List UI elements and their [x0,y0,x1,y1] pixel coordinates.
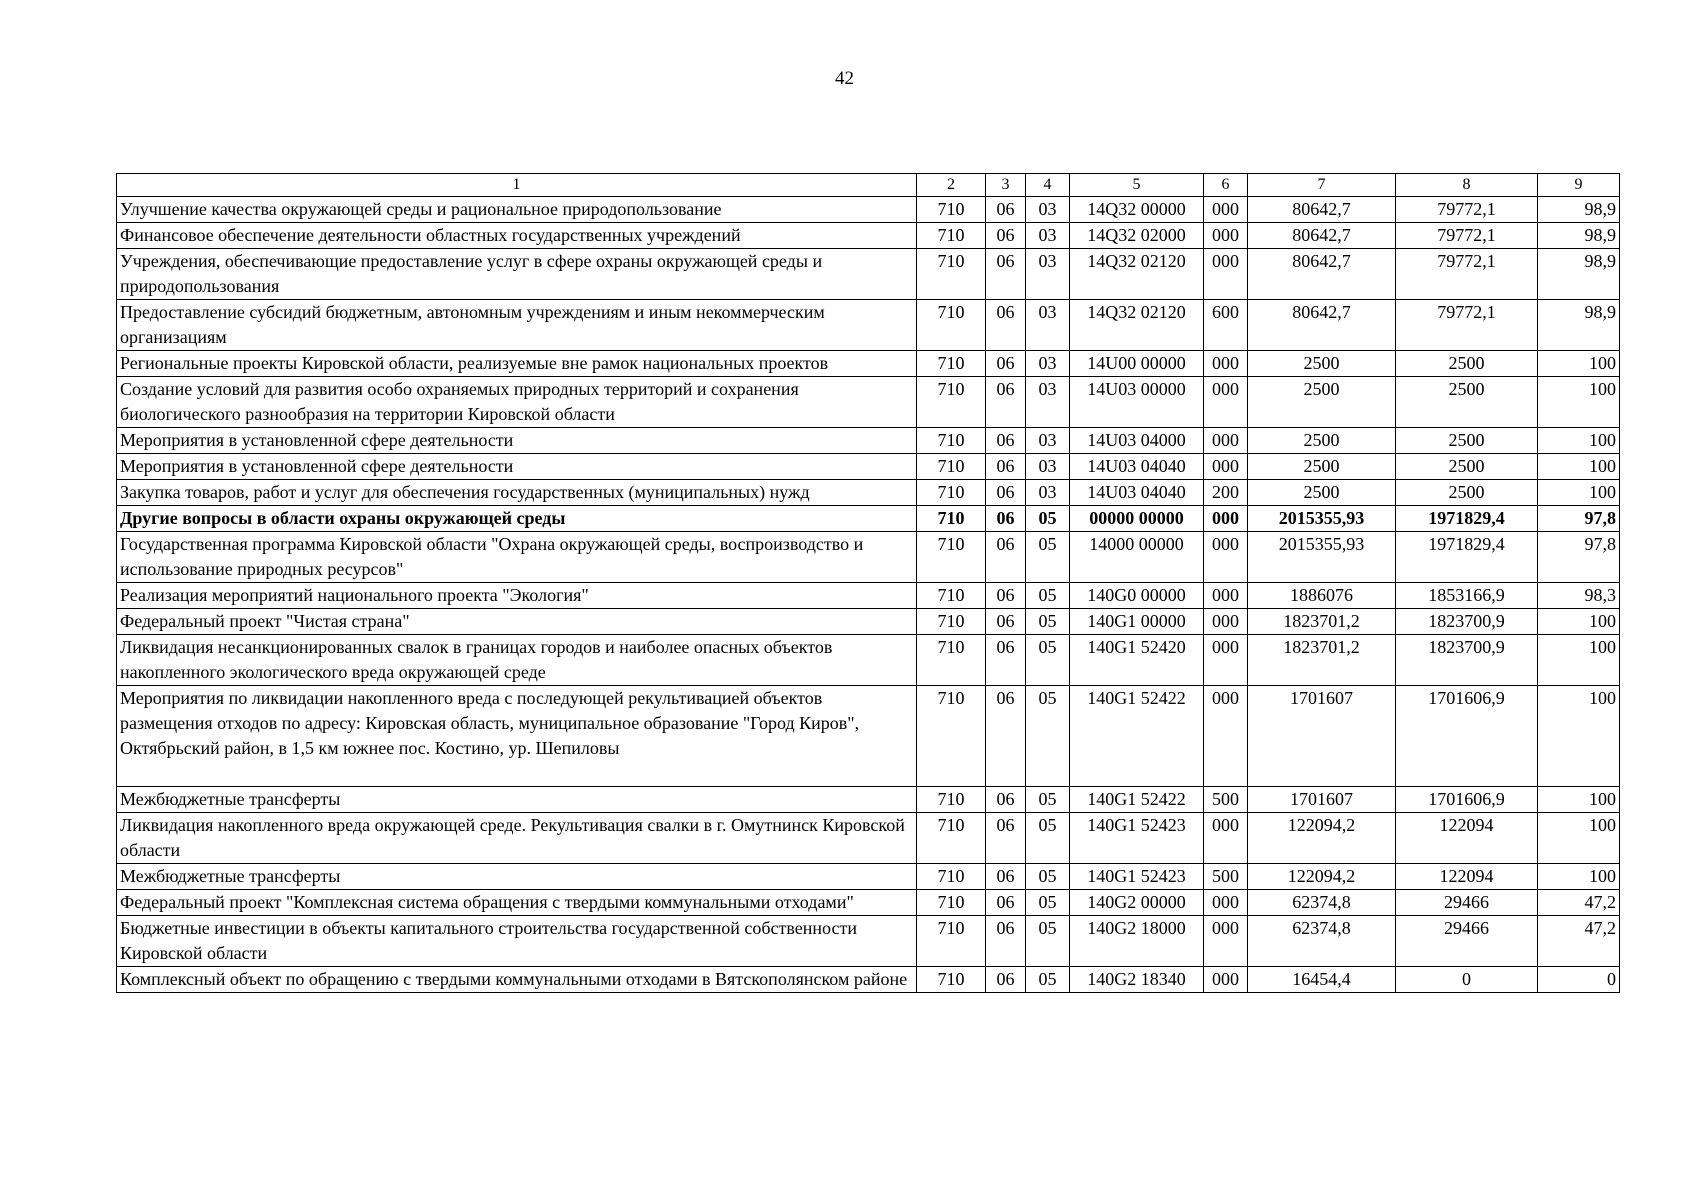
row-percent-cell: 98,3 [1538,583,1620,609]
row-planned-cell: 2500 [1248,480,1396,506]
row-percent-cell: 0 [1538,967,1620,993]
table-row [117,890,1620,916]
row-target-article-cell: 14000 00000 [1070,532,1204,583]
row-name-cell: Учреждения, обеспечивающие предоставление услуг в сфере охраны окружающей среды и природопользования [117,249,917,300]
row-target-article-cell: 140G1 52422 [1070,787,1204,813]
row-expense-type-cell: 600 [1204,300,1248,351]
row-subsection-cell: 05 [1026,813,1070,864]
row-percent-cell: 100 [1538,635,1620,686]
row-percent-cell: 100 [1538,428,1620,454]
row-percent-cell: 98,9 [1538,223,1620,249]
row-admin-code-cell: 710 [917,864,986,890]
header-col-3: 3 [986,174,1026,197]
row-target-article-cell: 140G0 00000 [1070,583,1204,609]
row-executed-cell: 122094 [1396,813,1538,864]
row-name-cell: Федеральный проект "Чистая страна" [117,609,917,635]
row-target-article-cell: 14U03 00000 [1070,377,1204,428]
row-target-article-cell: 140G2 18340 [1070,967,1204,993]
row-name-cell: Предоставление субсидий бюджетным, автономным учреждениям и иным некоммерческим организациям [117,300,917,351]
row-admin-code-cell: 710 [917,197,986,223]
row-subsection-cell: 05 [1026,916,1070,967]
table-row [117,377,1620,428]
table-row [117,351,1620,377]
row-name-cell: Региональные проекты Кировской области, реализуемые вне рамок национальных проектов [117,351,917,377]
row-section-cell: 06 [986,506,1026,532]
row-subsection-cell: 05 [1026,864,1070,890]
table-row [117,583,1620,609]
row-section-cell: 06 [986,197,1026,223]
row-name-cell: Государственная программа Кировской области "Охрана окружающей среды, воспроизводство и использование природных ресурсов" [117,532,917,583]
table-row [117,686,1620,787]
row-admin-code-cell: 710 [917,583,986,609]
row-executed-cell: 2500 [1396,480,1538,506]
row-subsection-cell: 05 [1026,583,1070,609]
row-admin-code-cell: 710 [917,377,986,428]
row-target-article-cell: 14U03 04040 [1070,480,1204,506]
row-name-cell: Мероприятия в установленной сфере деятельности [117,454,917,480]
table-row [117,428,1620,454]
header-col-8: 8 [1396,174,1538,197]
row-percent-cell: 47,2 [1538,916,1620,967]
row-executed-cell: 2500 [1396,351,1538,377]
row-expense-type-cell: 000 [1204,351,1248,377]
row-percent-cell: 100 [1538,480,1620,506]
row-subsection-cell: 05 [1026,506,1070,532]
row-planned-cell: 2500 [1248,454,1396,480]
row-percent-cell: 100 [1538,351,1620,377]
row-executed-cell: 1823700,9 [1396,609,1538,635]
row-section-cell: 06 [986,532,1026,583]
table-row [117,480,1620,506]
row-name-cell: Другие вопросы в области охраны окружающей среды [117,506,917,532]
row-name-cell: Межбюджетные трансферты [117,864,917,890]
row-subsection-cell: 03 [1026,223,1070,249]
row-admin-code-cell: 710 [917,635,986,686]
row-planned-cell: 2015355,93 [1248,532,1396,583]
row-planned-cell: 122094,2 [1248,864,1396,890]
row-executed-cell: 29466 [1396,916,1538,967]
row-executed-cell: 2500 [1396,377,1538,428]
row-planned-cell: 80642,7 [1248,249,1396,300]
table-row [117,864,1620,890]
row-expense-type-cell: 000 [1204,428,1248,454]
row-planned-cell: 2500 [1248,428,1396,454]
row-target-article-cell: 140G1 52423 [1070,813,1204,864]
row-expense-type-cell: 000 [1204,454,1248,480]
row-executed-cell: 29466 [1396,890,1538,916]
row-section-cell: 06 [986,583,1026,609]
row-expense-type-cell: 000 [1204,377,1248,428]
row-expense-type-cell: 000 [1204,890,1248,916]
row-subsection-cell: 05 [1026,635,1070,686]
row-expense-type-cell: 000 [1204,813,1248,864]
table-row [117,635,1620,686]
row-name-cell: Мероприятия в установленной сфере деятельности [117,428,917,454]
row-target-article-cell: 140G2 00000 [1070,890,1204,916]
row-percent-cell: 100 [1538,454,1620,480]
row-admin-code-cell: 710 [917,686,986,787]
row-expense-type-cell: 000 [1204,967,1248,993]
row-executed-cell: 79772,1 [1396,223,1538,249]
table-row [117,506,1620,532]
row-target-article-cell: 14U00 00000 [1070,351,1204,377]
header-col-7: 7 [1248,174,1396,197]
table-row [117,249,1620,300]
row-percent-cell: 98,9 [1538,300,1620,351]
row-percent-cell: 100 [1538,864,1620,890]
row-target-article-cell: 00000 00000 [1070,506,1204,532]
row-name-cell: Федеральный проект "Комплексная система обращения с твердыми коммунальными отходами" [117,890,917,916]
row-section-cell: 06 [986,609,1026,635]
row-expense-type-cell: 000 [1204,532,1248,583]
row-subsection-cell: 05 [1026,890,1070,916]
table-row [117,787,1620,813]
header-col-2: 2 [917,174,986,197]
row-name-cell: Межбюджетные трансферты [117,787,917,813]
row-admin-code-cell: 710 [917,813,986,864]
row-section-cell: 06 [986,351,1026,377]
row-section-cell: 06 [986,864,1026,890]
row-planned-cell: 80642,7 [1248,300,1396,351]
row-subsection-cell: 03 [1026,454,1070,480]
row-name-cell: Ликвидация несанкционированных свалок в границах городов и наиболее опасных объектов накопленного экологического вреда окружающей среде [117,635,917,686]
row-name-cell: Ликвидация накопленного вреда окружающей среде. Рекультивация свалки в г. Омутнинск Кировской области [117,813,917,864]
row-executed-cell: 1853166,9 [1396,583,1538,609]
row-name-cell: Создание условий для развития особо охраняемых природных территорий и сохранения биологического разнообразия на территории Кировской области [117,377,917,428]
row-admin-code-cell: 710 [917,249,986,300]
table-row [117,300,1620,351]
row-expense-type-cell: 200 [1204,480,1248,506]
row-expense-type-cell: 500 [1204,787,1248,813]
row-planned-cell: 1701607 [1248,686,1396,787]
row-expense-type-cell: 000 [1204,249,1248,300]
row-admin-code-cell: 710 [917,916,986,967]
row-name-cell: Мероприятия по ликвидации накопленного вреда с последующей рекультивацией объектов размещения отходов по адресу: Кировская область, муниципальное образование "Город Киров", Октябрьский район, в 1,5 км южнее пос. Костино, ур. Шепиловы [117,686,917,787]
row-expense-type-cell: 000 [1204,916,1248,967]
row-executed-cell: 79772,1 [1396,197,1538,223]
row-section-cell: 06 [986,967,1026,993]
row-name-cell: Улучшение качества окружающей среды и рациональное природопользование [117,197,917,223]
row-executed-cell: 1823700,9 [1396,635,1538,686]
table-row [117,813,1620,864]
row-target-article-cell: 14U03 04040 [1070,454,1204,480]
row-percent-cell: 47,2 [1538,890,1620,916]
row-subsection-cell: 03 [1026,480,1070,506]
row-expense-type-cell: 500 [1204,864,1248,890]
row-planned-cell: 2500 [1248,377,1396,428]
row-admin-code-cell: 710 [917,967,986,993]
row-planned-cell: 16454,4 [1248,967,1396,993]
row-section-cell: 06 [986,635,1026,686]
row-executed-cell: 79772,1 [1396,300,1538,351]
row-expense-type-cell: 000 [1204,609,1248,635]
row-percent-cell: 98,9 [1538,197,1620,223]
row-executed-cell: 0 [1396,967,1538,993]
row-section-cell: 06 [986,428,1026,454]
row-expense-type-cell: 000 [1204,197,1248,223]
row-percent-cell: 100 [1538,377,1620,428]
row-admin-code-cell: 710 [917,890,986,916]
row-subsection-cell: 05 [1026,609,1070,635]
row-executed-cell: 2500 [1396,454,1538,480]
row-subsection-cell: 05 [1026,532,1070,583]
row-executed-cell: 1701606,9 [1396,686,1538,787]
row-name-cell: Закупка товаров, работ и услуг для обеспечения государственных (муниципальных) нужд [117,480,917,506]
budget-table [116,173,1620,993]
row-subsection-cell: 03 [1026,197,1070,223]
table-row [117,916,1620,967]
table-row [117,967,1620,993]
row-planned-cell: 1823701,2 [1248,635,1396,686]
row-subsection-cell: 05 [1026,686,1070,787]
header-col-5: 5 [1070,174,1204,197]
header-col-9: 9 [1538,174,1620,197]
row-section-cell: 06 [986,916,1026,967]
row-name-cell: Комплексный объект по обращению с твердыми коммунальными отходами в Вятскополянском районе [117,967,917,993]
row-planned-cell: 1823701,2 [1248,609,1396,635]
row-planned-cell: 122094,2 [1248,813,1396,864]
row-executed-cell: 122094 [1396,864,1538,890]
row-subsection-cell: 03 [1026,377,1070,428]
row-admin-code-cell: 710 [917,454,986,480]
row-name-cell: Финансовое обеспечение деятельности областных государственных учреждений [117,223,917,249]
row-target-article-cell: 14Q32 02120 [1070,300,1204,351]
table-row [117,532,1620,583]
row-admin-code-cell: 710 [917,609,986,635]
row-target-article-cell: 140G1 52420 [1070,635,1204,686]
row-target-article-cell: 140G1 52422 [1070,686,1204,787]
row-target-article-cell: 14Q32 00000 [1070,197,1204,223]
row-subsection-cell: 05 [1026,967,1070,993]
row-expense-type-cell: 000 [1204,506,1248,532]
row-percent-cell: 100 [1538,609,1620,635]
row-section-cell: 06 [986,686,1026,787]
row-section-cell: 06 [986,300,1026,351]
row-planned-cell: 1701607 [1248,787,1396,813]
row-name-cell: Реализация мероприятий национального проекта "Экология" [117,583,917,609]
row-executed-cell: 1971829,4 [1396,506,1538,532]
row-planned-cell: 1886076 [1248,583,1396,609]
row-section-cell: 06 [986,480,1026,506]
row-target-article-cell: 14Q32 02000 [1070,223,1204,249]
row-subsection-cell: 03 [1026,351,1070,377]
row-planned-cell: 2500 [1248,351,1396,377]
row-percent-cell: 100 [1538,686,1620,787]
row-section-cell: 06 [986,787,1026,813]
page-number: 42 [835,68,854,89]
header-col-1: 1 [117,174,917,197]
row-percent-cell: 97,8 [1538,532,1620,583]
row-name-cell: Бюджетные инвестиции в объекты капитального строительства государственной собственности Кировской области [117,916,917,967]
row-executed-cell: 2500 [1396,428,1538,454]
table-row [117,197,1620,223]
row-target-article-cell: 140G1 00000 [1070,609,1204,635]
row-planned-cell: 62374,8 [1248,916,1396,967]
row-executed-cell: 79772,1 [1396,249,1538,300]
table-header-row [117,174,1620,197]
row-percent-cell: 100 [1538,813,1620,864]
table-row [117,454,1620,480]
table-body [117,197,1620,993]
row-expense-type-cell: 000 [1204,686,1248,787]
row-section-cell: 06 [986,813,1026,864]
row-target-article-cell: 140G1 52423 [1070,864,1204,890]
row-admin-code-cell: 710 [917,223,986,249]
row-admin-code-cell: 710 [917,506,986,532]
row-admin-code-cell: 710 [917,480,986,506]
row-subsection-cell: 05 [1026,787,1070,813]
row-percent-cell: 100 [1538,787,1620,813]
row-planned-cell: 2015355,93 [1248,506,1396,532]
row-admin-code-cell: 710 [917,787,986,813]
row-subsection-cell: 03 [1026,428,1070,454]
row-target-article-cell: 14U03 04000 [1070,428,1204,454]
row-admin-code-cell: 710 [917,428,986,454]
table-row [117,609,1620,635]
row-expense-type-cell: 000 [1204,583,1248,609]
row-planned-cell: 62374,8 [1248,890,1396,916]
row-admin-code-cell: 710 [917,300,986,351]
row-section-cell: 06 [986,890,1026,916]
row-executed-cell: 1971829,4 [1396,532,1538,583]
row-target-article-cell: 140G2 18000 [1070,916,1204,967]
row-planned-cell: 80642,7 [1248,197,1396,223]
header-col-4: 4 [1026,174,1070,197]
row-expense-type-cell: 000 [1204,223,1248,249]
row-section-cell: 06 [986,454,1026,480]
row-expense-type-cell: 000 [1204,635,1248,686]
row-admin-code-cell: 710 [917,532,986,583]
row-executed-cell: 1701606,9 [1396,787,1538,813]
table-row [117,223,1620,249]
row-admin-code-cell: 710 [917,351,986,377]
row-section-cell: 06 [986,249,1026,300]
row-section-cell: 06 [986,377,1026,428]
row-section-cell: 06 [986,223,1026,249]
row-subsection-cell: 03 [1026,249,1070,300]
row-target-article-cell: 14Q32 02120 [1070,249,1204,300]
row-percent-cell: 97,8 [1538,506,1620,532]
row-subsection-cell: 03 [1026,300,1070,351]
row-planned-cell: 80642,7 [1248,223,1396,249]
header-col-6: 6 [1204,174,1248,197]
row-percent-cell: 98,9 [1538,249,1620,300]
